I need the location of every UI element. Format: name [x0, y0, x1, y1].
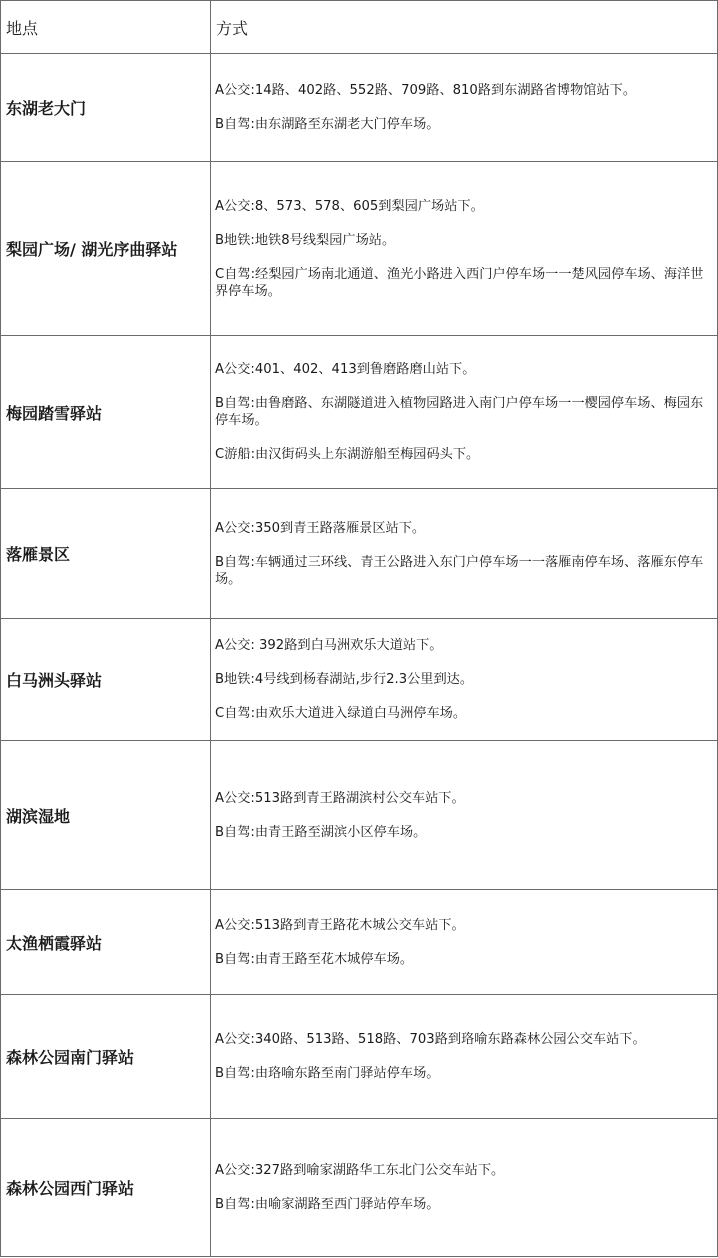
place-cell: 太渔栖霞驿站 [1, 890, 211, 995]
method-cell [211, 489, 718, 619]
method-line: C自驾:由欢乐大道进入绿道白马洲停车场。 [215, 706, 467, 721]
method-cell [211, 741, 718, 890]
method-line: A公交:513路到青王路花木城公交车站下。 [215, 917, 465, 933]
place-cell: 梨园广场/ 湖光序曲驿站 [1, 162, 211, 336]
method-line: A公交:350到青王路落雁景区站下。 [215, 520, 426, 536]
table-row [1, 619, 718, 741]
table-row [1, 336, 718, 489]
method-line: A公交:401、402、413到鲁磨路磨山站下。 [215, 362, 476, 377]
method-line: A公交:513路到青王路湖滨村公交车站下。 [215, 790, 465, 806]
table-row [1, 995, 718, 1119]
method-line: A公交:8、573、578、605到梨园广场站下。 [215, 198, 484, 214]
place-cell: 白马洲头驿站 [1, 619, 211, 741]
method-line: B自驾:由青王路至湖滨小区停车场。 [215, 824, 427, 840]
table-row [1, 162, 718, 336]
method-cell [211, 162, 718, 336]
method-line: A公交:327路到喻家湖路华工东北门公交车站下。 [215, 1163, 505, 1178]
method-line: B自驾:车辆通过三环线、青王公路进入东门户停车场一一落雁南停车场、落雁东停车场。 [215, 554, 704, 587]
place-cell: 湖滨湿地 [1, 741, 211, 890]
method-cell [211, 890, 718, 995]
method-line: A公交:340路、513路、518路、703路到珞喻东路森林公园公交车站下。 [215, 1032, 646, 1047]
method-cell [211, 54, 718, 162]
table-row [1, 890, 718, 995]
method-cell [211, 619, 718, 741]
place-cell: 梅园踏雪驿站 [1, 336, 211, 489]
method-line: B地铁:4号线到杨春湖站,步行2.3公里到达。 [215, 672, 474, 687]
method-line: C自驾:经梨园广场南北通道、渔光小路进入西门户停车场一一楚风园停车场、海洋世界停车场。 [215, 266, 704, 299]
method-line: B自驾:由珞喻东路至南门驿站停车场。 [215, 1066, 440, 1081]
place-cell: 森林公园西门驿站 [1, 1119, 211, 1257]
table-row [1, 1119, 718, 1257]
method-line: B自驾:由东湖路至东湖老大门停车场。 [215, 117, 440, 132]
method-line: B自驾:由鲁磨路、东湖隧道进入植物园路进入南门户停车场一一樱园停车场、梅园东停车场。 [215, 396, 704, 428]
method-line: C游船:由汉街码头上东湖游船至梅园码头下。 [215, 447, 480, 462]
table-row [1, 54, 718, 162]
method-line: A公交:14路、402路、552路、709路、810路到东湖路省博物馆站下。 [215, 83, 637, 98]
method-cell [211, 1119, 718, 1257]
table-header-row [1, 1, 718, 54]
table-row [1, 489, 718, 619]
place-cell: 落雁景区 [1, 489, 211, 619]
method-line: B自驾:由喻家湖路至西门驿站停车场。 [215, 1197, 440, 1212]
place-cell: 森林公园南门驿站 [1, 995, 211, 1119]
method-cell [211, 336, 718, 489]
header-method: 方式 [211, 1, 718, 54]
method-line: A公交: 392路到白马洲欢乐大道站下。 [215, 638, 443, 653]
method-line: B自驾:由青王路至花木城停车场。 [215, 951, 414, 967]
method-line: B地铁:地铁8号线梨园广场站。 [215, 232, 396, 248]
table-row [1, 741, 718, 890]
place-cell: 东湖老大门 [1, 54, 211, 162]
header-place: 地点 [1, 1, 211, 54]
method-cell [211, 995, 718, 1119]
